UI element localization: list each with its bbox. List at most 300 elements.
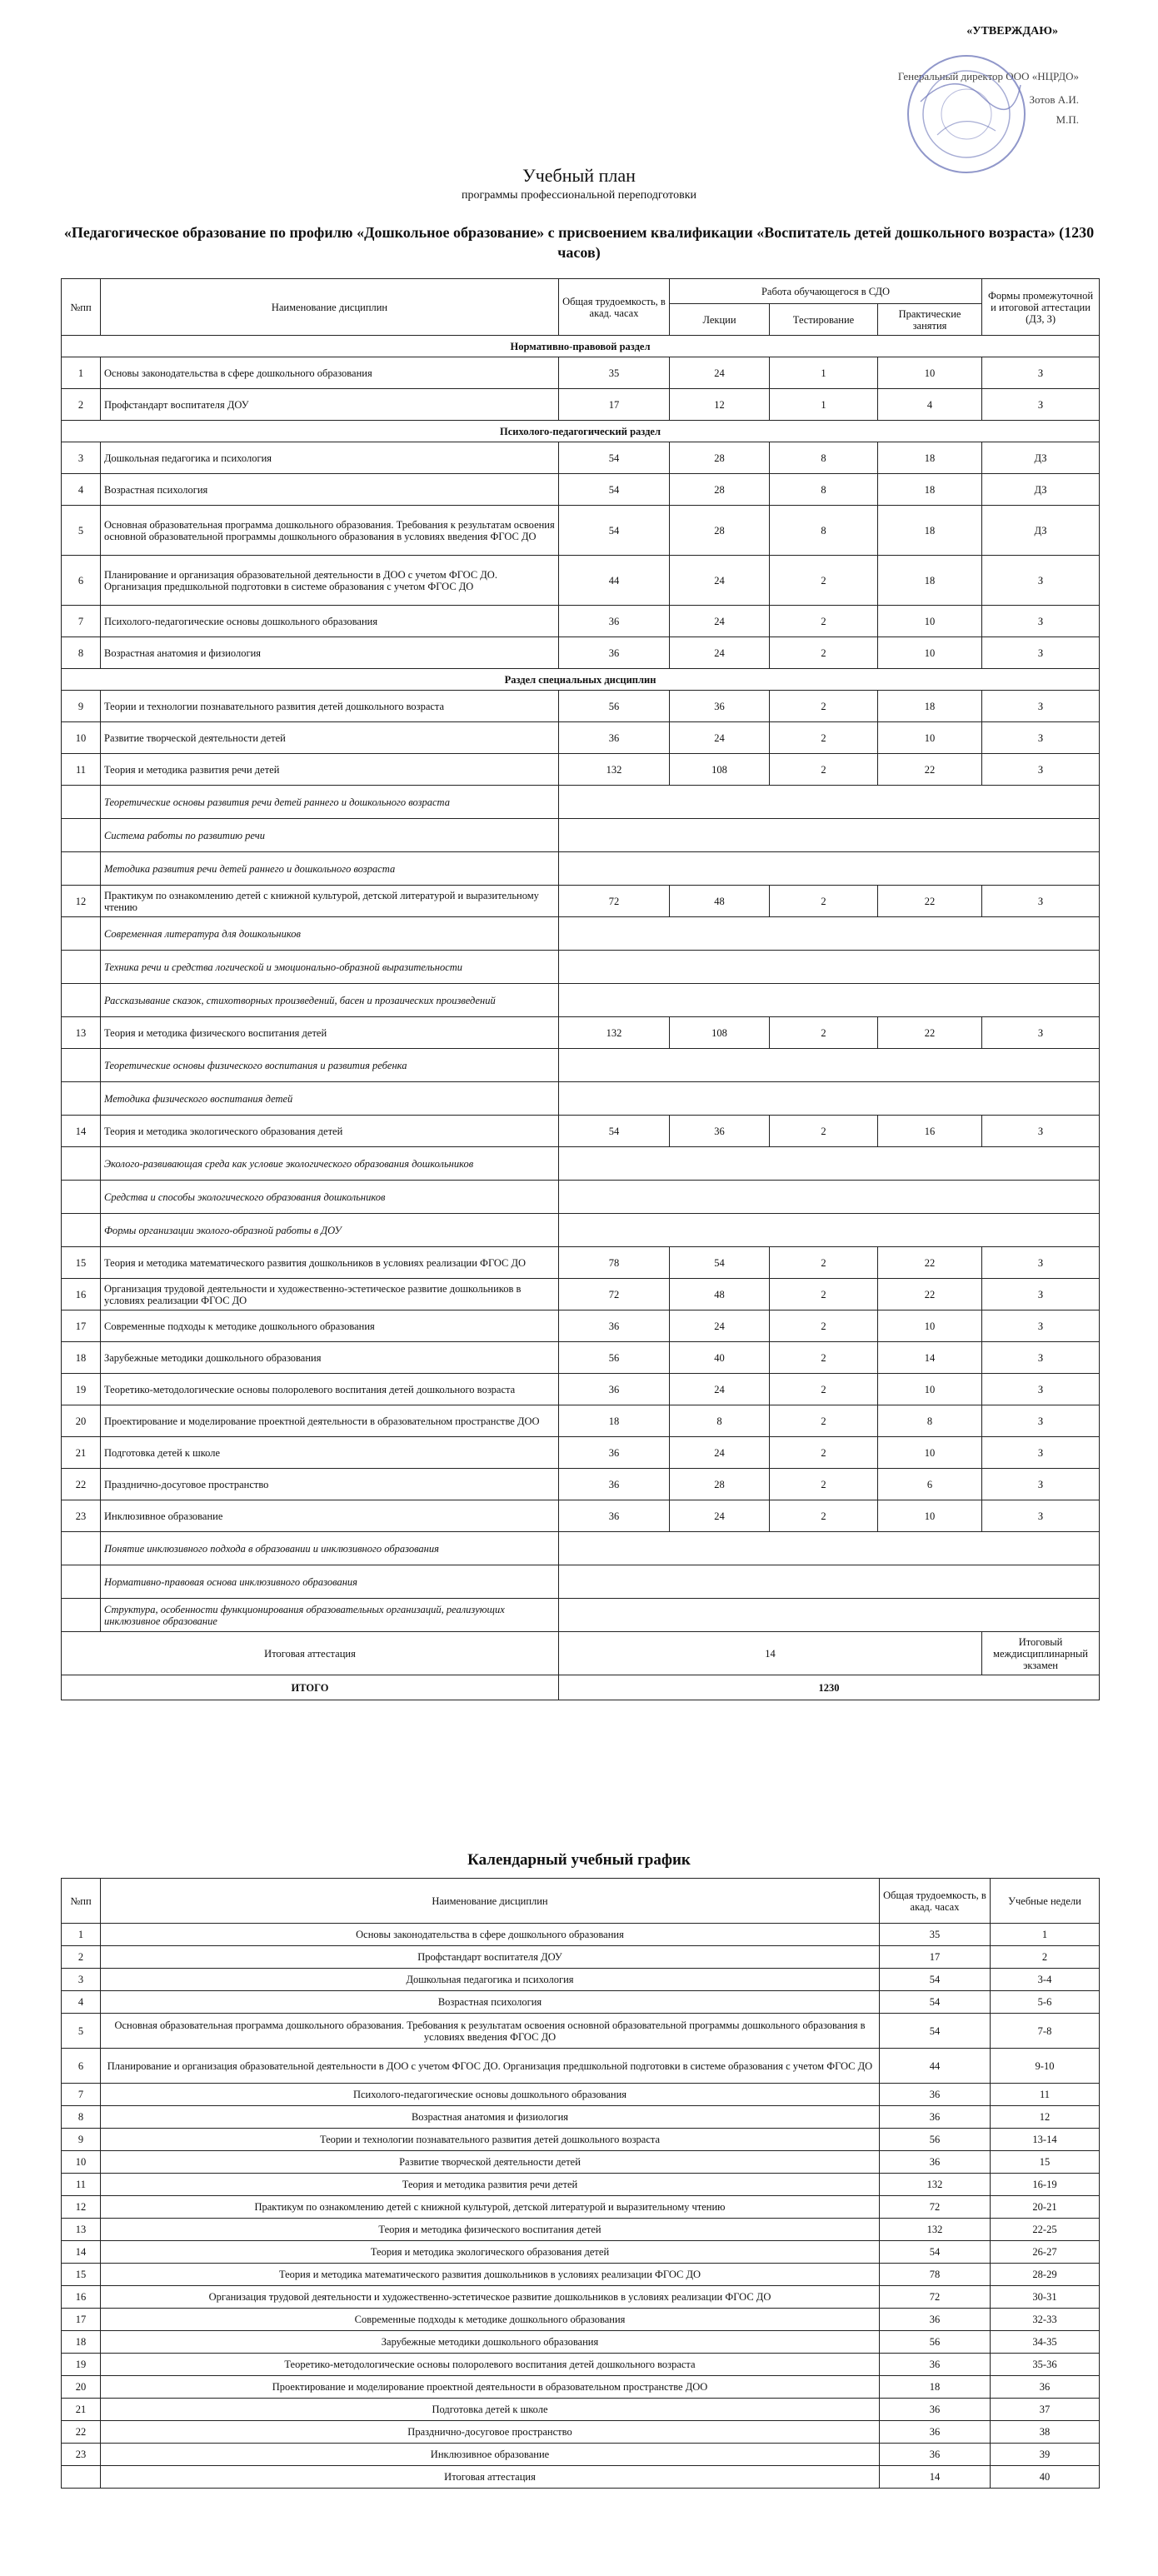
- discipline-name: Теория и методика экологического образования детей: [101, 1116, 559, 1147]
- topic-blank: [559, 1049, 1100, 1082]
- calendar-num: 10: [62, 2151, 101, 2174]
- calendar-num: 1: [62, 1924, 101, 1946]
- topic-row: [62, 819, 1100, 852]
- discipline-row: [62, 389, 1100, 421]
- discipline-name: Развитие творческой деятельности детей: [101, 722, 559, 754]
- topic-name: Рассказывание сказок, стихотворных произведений, басен и прозаических произведений: [101, 984, 559, 1017]
- discipline-name: Подготовка детей к школе: [101, 1437, 559, 1469]
- calendar-row: [62, 2309, 1100, 2331]
- calendar-name: Психолого-педагогические основы дошкольного образования: [101, 2084, 880, 2106]
- topic-name: Понятие инклюзивного подхода в образовании и инклюзивного образования: [101, 1532, 559, 1565]
- calendar-hours: 54: [880, 2014, 991, 2049]
- discipline-num: 20: [62, 1405, 101, 1437]
- calendar-hours: 36: [880, 2106, 991, 2129]
- discipline-row: [62, 754, 1100, 786]
- discipline-practice: 16: [878, 1116, 982, 1147]
- topic-row: [62, 1565, 1100, 1599]
- calendar-num: 5: [62, 2014, 101, 2049]
- calendar-row: [62, 1991, 1100, 2014]
- discipline-practice: 8: [878, 1405, 982, 1437]
- discipline-practice: 14: [878, 1342, 982, 1374]
- header-sdo: Работа обучающегося в СДО: [670, 279, 982, 304]
- discipline-num: 8: [62, 637, 101, 669]
- discipline-name: Проектирование и моделирование проектной деятельности в образовательном пространстве ДОО: [101, 1405, 559, 1437]
- discipline-name: Зарубежные методики дошкольного образования: [101, 1342, 559, 1374]
- topic-row: [62, 1181, 1100, 1214]
- discipline-row: [62, 442, 1100, 474]
- discipline-lectures: 24: [670, 556, 770, 606]
- calendar-num: 16: [62, 2286, 101, 2309]
- header-practice: Практические занятия: [878, 304, 982, 336]
- discipline-row: [62, 722, 1100, 754]
- discipline-lectures: 28: [670, 1469, 770, 1500]
- discipline-form: З: [982, 722, 1100, 754]
- discipline-lectures: 24: [670, 722, 770, 754]
- topic-blank: [559, 1214, 1100, 1247]
- calendar-weeks: 2: [991, 1946, 1100, 1969]
- calendar-row: [62, 2466, 1100, 2489]
- topic-blank: [559, 951, 1100, 984]
- discipline-testing: 2: [770, 1374, 878, 1405]
- header-forms: Формы промежуточной и итоговой аттестации (ДЗ, З): [982, 279, 1100, 336]
- discipline-practice: 4: [878, 389, 982, 421]
- topic-num: [62, 1049, 101, 1082]
- discipline-row: [62, 1342, 1100, 1374]
- discipline-name: Психолого-педагогические основы дошкольного образования: [101, 606, 559, 637]
- discipline-num: 2: [62, 389, 101, 421]
- discipline-row: [62, 1469, 1100, 1500]
- discipline-hours: 36: [559, 1500, 670, 1532]
- program-title: «Педагогическое образование по профилю «Дошкольное образование» с присвоением квалификации «Воспитатель детей дошкольного возраста» (1230 часов): [63, 224, 1095, 261]
- discipline-num: 19: [62, 1374, 101, 1405]
- discipline-testing: 2: [770, 722, 878, 754]
- discipline-practice: 18: [878, 506, 982, 556]
- topic-row: [62, 951, 1100, 984]
- calendar-hours: 132: [880, 2174, 991, 2196]
- discipline-hours: 36: [559, 1437, 670, 1469]
- discipline-practice: 10: [878, 637, 982, 669]
- discipline-num: 13: [62, 1017, 101, 1049]
- calendar-row: [62, 2286, 1100, 2309]
- calendar-weeks: 38: [991, 2421, 1100, 2444]
- approval-title: «УТВЕРЖДАЮ»: [966, 25, 1058, 37]
- topic-name: Теоретические основы физического воспитания и развития ребенка: [101, 1049, 559, 1082]
- calendar-num: 13: [62, 2219, 101, 2241]
- calendar-weeks: 5-6: [991, 1991, 1100, 2014]
- calendar-weeks: 37: [991, 2399, 1100, 2421]
- discipline-name: Праздничнo-досуговое пространство: [101, 1469, 559, 1500]
- calendar-name: Основная образовательная программа дошкольного образования. Требования к результатам освоения основной образовательной программы дошкольного образования в условиях введения ФГОС ДО: [101, 2014, 880, 2049]
- calendar-hours: 72: [880, 2196, 991, 2219]
- calendar-hours: 17: [880, 1946, 991, 1969]
- discipline-hours: 54: [559, 1116, 670, 1147]
- calendar-name: Инклюзивное образование: [101, 2444, 880, 2466]
- discipline-testing: 2: [770, 1247, 878, 1279]
- discipline-hours: 56: [559, 691, 670, 722]
- topic-name: Формы организации эколого-образной работы в ДОУ: [101, 1214, 559, 1247]
- topic-row: [62, 984, 1100, 1017]
- discipline-name: Возрастная психология: [101, 474, 559, 506]
- discipline-form: З: [982, 389, 1100, 421]
- discipline-lectures: 24: [670, 1374, 770, 1405]
- calendar-hours: 72: [880, 2286, 991, 2309]
- discipline-name: Дошкольная педагогика и психология: [101, 442, 559, 474]
- discipline-form: З: [982, 637, 1100, 669]
- calendar-num: 20: [62, 2376, 101, 2399]
- calendar-num: 7: [62, 2084, 101, 2106]
- section-row: [62, 421, 1100, 442]
- discipline-form: З: [982, 606, 1100, 637]
- calendar-num: 18: [62, 2331, 101, 2354]
- topic-blank: [559, 1565, 1100, 1599]
- calendar-weeks: 28-29: [991, 2264, 1100, 2286]
- topic-num: [62, 819, 101, 852]
- calendar-hours: 56: [880, 2331, 991, 2354]
- calendar-hours: 14: [880, 2466, 991, 2489]
- discipline-practice: 22: [878, 1017, 982, 1049]
- topic-blank: [559, 1082, 1100, 1116]
- topic-blank: [559, 984, 1100, 1017]
- discipline-hours: 36: [559, 1374, 670, 1405]
- discipline-hours: 35: [559, 357, 670, 389]
- approval-position: Генеральный директор ООО «НЦРДО»: [897, 70, 1079, 82]
- calendar-hours: 36: [880, 2084, 991, 2106]
- header-lectures: Лекции: [670, 304, 770, 336]
- topic-blank: [559, 917, 1100, 951]
- calendar-row: [62, 2241, 1100, 2264]
- calendar-hours: 78: [880, 2264, 991, 2286]
- calendar-weeks: 35-36: [991, 2354, 1100, 2376]
- topic-blank: [559, 1181, 1100, 1214]
- discipline-row: [62, 357, 1100, 389]
- calendar-weeks: 12: [991, 2106, 1100, 2129]
- discipline-hours: 132: [559, 754, 670, 786]
- calendar-name: Возрастная анатомия и физиология: [101, 2106, 880, 2129]
- calendar-hours: 36: [880, 2354, 991, 2376]
- calendar-hours: 36: [880, 2399, 991, 2421]
- calendar-name: Основы законодательства в сфере дошкольного образования: [101, 1924, 880, 1946]
- final-attestation-form: Итоговый междисциплинарный экзамен: [982, 1632, 1100, 1675]
- discipline-form: З: [982, 1437, 1100, 1469]
- discipline-testing: 2: [770, 1310, 878, 1342]
- discipline-lectures: 24: [670, 1500, 770, 1532]
- calendar-row: [62, 2106, 1100, 2129]
- discipline-form: З: [982, 691, 1100, 722]
- calendar-num: 17: [62, 2309, 101, 2331]
- calendar-table: [61, 1878, 1100, 2489]
- topic-name: Современная литература для дошкольников: [101, 917, 559, 951]
- calendar-weeks: 22-25: [991, 2219, 1100, 2241]
- calendar-num: 9: [62, 2129, 101, 2151]
- discipline-form: З: [982, 1116, 1100, 1147]
- calendar-row: [62, 2444, 1100, 2466]
- section-title: Нормативно-правовой раздел: [62, 336, 1100, 357]
- total-hours: 1230: [559, 1675, 1100, 1700]
- discipline-hours: 18: [559, 1405, 670, 1437]
- calendar-name: Возрастная психология: [101, 1991, 880, 2014]
- topic-num: [62, 1181, 101, 1214]
- discipline-lectures: 108: [670, 754, 770, 786]
- discipline-testing: 8: [770, 442, 878, 474]
- discipline-practice: 22: [878, 886, 982, 917]
- calendar-weeks: 9-10: [991, 2049, 1100, 2084]
- discipline-num: 6: [62, 556, 101, 606]
- cal-header-num: №пп: [62, 1879, 101, 1924]
- discipline-testing: 8: [770, 506, 878, 556]
- calendar-hours: 54: [880, 1969, 991, 1991]
- discipline-practice: 18: [878, 691, 982, 722]
- discipline-name: Теории и технологии познавательного развития детей дошкольного возраста: [101, 691, 559, 722]
- calendar-weeks: 26-27: [991, 2241, 1100, 2264]
- calendar-num: 14: [62, 2241, 101, 2264]
- discipline-practice: 10: [878, 1310, 982, 1342]
- calendar-num: 12: [62, 2196, 101, 2219]
- final-attestation-hours: 14: [559, 1632, 982, 1675]
- discipline-practice: 22: [878, 754, 982, 786]
- discipline-practice: 10: [878, 1500, 982, 1532]
- calendar-num: 4: [62, 1991, 101, 2014]
- section-row: [62, 336, 1100, 357]
- topic-row: [62, 1082, 1100, 1116]
- discipline-row: [62, 1500, 1100, 1532]
- discipline-num: 21: [62, 1437, 101, 1469]
- discipline-hours: 78: [559, 1247, 670, 1279]
- topic-blank: [559, 1532, 1100, 1565]
- calendar-row: [62, 2014, 1100, 2049]
- discipline-name: Практикум по ознакомлению детей с книжной культурой, детской литературой и выразительному чтению: [101, 886, 559, 917]
- discipline-name: Возрастная анатомия и физиология: [101, 637, 559, 669]
- discipline-lectures: 36: [670, 1116, 770, 1147]
- discipline-row: [62, 1310, 1100, 1342]
- curriculum-header: [62, 279, 1100, 336]
- topic-blank: [559, 819, 1100, 852]
- discipline-testing: 8: [770, 474, 878, 506]
- curriculum-table: [61, 278, 1100, 1700]
- topic-row: [62, 852, 1100, 886]
- discipline-form: З: [982, 1374, 1100, 1405]
- calendar-name: Профстандарт воспитателя ДОУ: [101, 1946, 880, 1969]
- discipline-lectures: 28: [670, 442, 770, 474]
- discipline-row: [62, 1437, 1100, 1469]
- topic-blank: [559, 786, 1100, 819]
- discipline-testing: 2: [770, 1437, 878, 1469]
- calendar-header: [62, 1879, 1100, 1924]
- calendar-name: Проектирование и моделирование проектной деятельности в образовательном пространстве ДОО: [101, 2376, 880, 2399]
- discipline-num: 18: [62, 1342, 101, 1374]
- discipline-name: Теория и методика развития речи детей: [101, 754, 559, 786]
- header-num: №пп: [62, 279, 101, 336]
- calendar-row: [62, 2399, 1100, 2421]
- discipline-name: Современные подходы к методике дошкольного образования: [101, 1310, 559, 1342]
- calendar-hours: 36: [880, 2151, 991, 2174]
- discipline-hours: 44: [559, 556, 670, 606]
- topic-row: [62, 1214, 1100, 1247]
- calendar-hours: 132: [880, 2219, 991, 2241]
- calendar-row: [62, 2174, 1100, 2196]
- calendar-weeks: 30-31: [991, 2286, 1100, 2309]
- discipline-row: [62, 606, 1100, 637]
- discipline-row: [62, 1017, 1100, 1049]
- topic-row: [62, 1599, 1100, 1632]
- discipline-testing: 2: [770, 1279, 878, 1310]
- topic-num: [62, 984, 101, 1017]
- discipline-lectures: 8: [670, 1405, 770, 1437]
- calendar-num: 2: [62, 1946, 101, 1969]
- calendar-num: 21: [62, 2399, 101, 2421]
- discipline-form: З: [982, 1247, 1100, 1279]
- discipline-testing: 2: [770, 1500, 878, 1532]
- discipline-num: 3: [62, 442, 101, 474]
- discipline-form: ДЗ: [982, 474, 1100, 506]
- discipline-practice: 10: [878, 606, 982, 637]
- calendar-num: 3: [62, 1969, 101, 1991]
- discipline-form: З: [982, 1342, 1100, 1374]
- discipline-hours: 36: [559, 722, 670, 754]
- discipline-lectures: 12: [670, 389, 770, 421]
- discipline-form: ДЗ: [982, 442, 1100, 474]
- discipline-hours: 36: [559, 1310, 670, 1342]
- topic-num: [62, 1565, 101, 1599]
- discipline-lectures: 24: [670, 1310, 770, 1342]
- calendar-hours: 36: [880, 2444, 991, 2466]
- calendar-row: [62, 2331, 1100, 2354]
- discipline-num: 5: [62, 506, 101, 556]
- topic-num: [62, 1532, 101, 1565]
- discipline-form: З: [982, 1405, 1100, 1437]
- topic-name: Средства и способы экологического образования дошкольников: [101, 1181, 559, 1214]
- calendar-name: Итоговая аттестация: [101, 2466, 880, 2489]
- topic-name: Эколого-развивающая среда как условие экологического образования дошкольников: [101, 1147, 559, 1181]
- discipline-lectures: 36: [670, 691, 770, 722]
- discipline-practice: 22: [878, 1279, 982, 1310]
- calendar-weeks: 20-21: [991, 2196, 1100, 2219]
- discipline-hours: 72: [559, 886, 670, 917]
- discipline-num: 10: [62, 722, 101, 754]
- discipline-testing: 1: [770, 389, 878, 421]
- calendar-weeks: 36: [991, 2376, 1100, 2399]
- discipline-num: 16: [62, 1279, 101, 1310]
- topic-row: [62, 786, 1100, 819]
- discipline-hours: 72: [559, 1279, 670, 1310]
- final-attestation-row: [62, 1632, 1100, 1675]
- discipline-num: 22: [62, 1469, 101, 1500]
- discipline-testing: 2: [770, 886, 878, 917]
- discipline-lectures: 24: [670, 357, 770, 389]
- calendar-row: [62, 1969, 1100, 1991]
- cal-header-name: Наименование дисциплин: [101, 1879, 880, 1924]
- calendar-name: Организация трудовой деятельности и художественно-эстетическое развитие дошкольников в условиях реализации ФГОС ДО: [101, 2286, 880, 2309]
- discipline-name: Планирование и организация образовательной деятельности в ДОО с учетом ФГОС ДО. Организация предшкольной подготовки в системе образования с учетом ФГОС ДО: [101, 556, 559, 606]
- discipline-lectures: 48: [670, 886, 770, 917]
- topic-name: Нормативно-правовая основа инклюзивного образования: [101, 1565, 559, 1599]
- topic-name: Система работы по развитию речи: [101, 819, 559, 852]
- cal-header-weeks: Учебные недели: [991, 1879, 1100, 1924]
- topic-row: [62, 1147, 1100, 1181]
- calendar-num: 8: [62, 2106, 101, 2129]
- topic-row: [62, 1049, 1100, 1082]
- discipline-practice: 18: [878, 474, 982, 506]
- calendar-weeks: 39: [991, 2444, 1100, 2466]
- discipline-name: Инклюзивное образование: [101, 1500, 559, 1532]
- discipline-form: З: [982, 1279, 1100, 1310]
- calendar-name: Теории и технологии познавательного развития детей дошкольного возраста: [101, 2129, 880, 2151]
- calendar-weeks: 11: [991, 2084, 1100, 2106]
- discipline-num: 23: [62, 1500, 101, 1532]
- calendar-weeks: 32-33: [991, 2309, 1100, 2331]
- calendar-name: Теория и методика экологического образования детей: [101, 2241, 880, 2264]
- discipline-name: Основная образовательная программа дошкольного образования. Требования к результатам освоения основной образовательной программы дошкольного образования в условиях введения ФГОС ДО: [101, 506, 559, 556]
- discipline-row: [62, 506, 1100, 556]
- discipline-num: 1: [62, 357, 101, 389]
- discipline-num: 15: [62, 1247, 101, 1279]
- discipline-practice: 18: [878, 442, 982, 474]
- discipline-hours: 36: [559, 606, 670, 637]
- discipline-form: З: [982, 1469, 1100, 1500]
- calendar-name: Праздничнo-досуговое пространство: [101, 2421, 880, 2444]
- discipline-row: [62, 1247, 1100, 1279]
- calendar-name: Зарубежные методики дошкольного образования: [101, 2331, 880, 2354]
- calendar-row: [62, 2354, 1100, 2376]
- discipline-lectures: 24: [670, 637, 770, 669]
- topic-name: Методика развития речи детей раннего и дошкольного возраста: [101, 852, 559, 886]
- discipline-lectures: 24: [670, 1437, 770, 1469]
- discipline-row: [62, 556, 1100, 606]
- header-name: Наименование дисциплин: [101, 279, 559, 336]
- calendar-num: 19: [62, 2354, 101, 2376]
- calendar-hours: 36: [880, 2309, 991, 2331]
- calendar-row: [62, 2376, 1100, 2399]
- calendar-weeks: 7-8: [991, 2014, 1100, 2049]
- discipline-name: Основы законодательства в сфере дошкольного образования: [101, 357, 559, 389]
- calendar-body: [62, 1924, 1100, 2489]
- discipline-row: [62, 1279, 1100, 1310]
- approval-seal-label: М.П.: [1056, 113, 1079, 126]
- calendar-name: Дошкольная педагогика и психология: [101, 1969, 880, 1991]
- discipline-hours: 56: [559, 1342, 670, 1374]
- topic-num: [62, 1599, 101, 1632]
- calendar-row: [62, 2084, 1100, 2106]
- discipline-num: 12: [62, 886, 101, 917]
- discipline-form: З: [982, 1500, 1100, 1532]
- discipline-testing: 2: [770, 637, 878, 669]
- calendar-title: Календарный учебный график: [467, 1851, 691, 1869]
- calendar-name: Подготовка детей к школе: [101, 2399, 880, 2421]
- document-title: Учебный план: [522, 165, 636, 186]
- calendar-name: Современные подходы к методике дошкольного образования: [101, 2309, 880, 2331]
- discipline-num: 17: [62, 1310, 101, 1342]
- discipline-name: Профстандарт воспитателя ДОУ: [101, 389, 559, 421]
- topic-num: [62, 786, 101, 819]
- calendar-hours: 44: [880, 2049, 991, 2084]
- curriculum-body: [62, 336, 1100, 1700]
- discipline-num: 14: [62, 1116, 101, 1147]
- calendar-weeks: 15: [991, 2151, 1100, 2174]
- discipline-form: З: [982, 886, 1100, 917]
- discipline-name: Теория и методика физического воспитания детей: [101, 1017, 559, 1049]
- calendar-name: Теория и методика физического воспитания детей: [101, 2219, 880, 2241]
- discipline-hours: 132: [559, 1017, 670, 1049]
- discipline-practice: 10: [878, 1437, 982, 1469]
- topic-blank: [559, 852, 1100, 886]
- calendar-hours: 36: [880, 2421, 991, 2444]
- section-title: Раздел специальных дисциплин: [62, 669, 1100, 691]
- discipline-name: Теоретико-методологические основы полоролевого воспитания детей дошкольного возраста: [101, 1374, 559, 1405]
- topic-row: [62, 917, 1100, 951]
- discipline-testing: 2: [770, 754, 878, 786]
- calendar-weeks: 13-14: [991, 2129, 1100, 2151]
- topic-name: Техника речи и средства логической и эмоционально-образной выразительности: [101, 951, 559, 984]
- discipline-testing: 2: [770, 691, 878, 722]
